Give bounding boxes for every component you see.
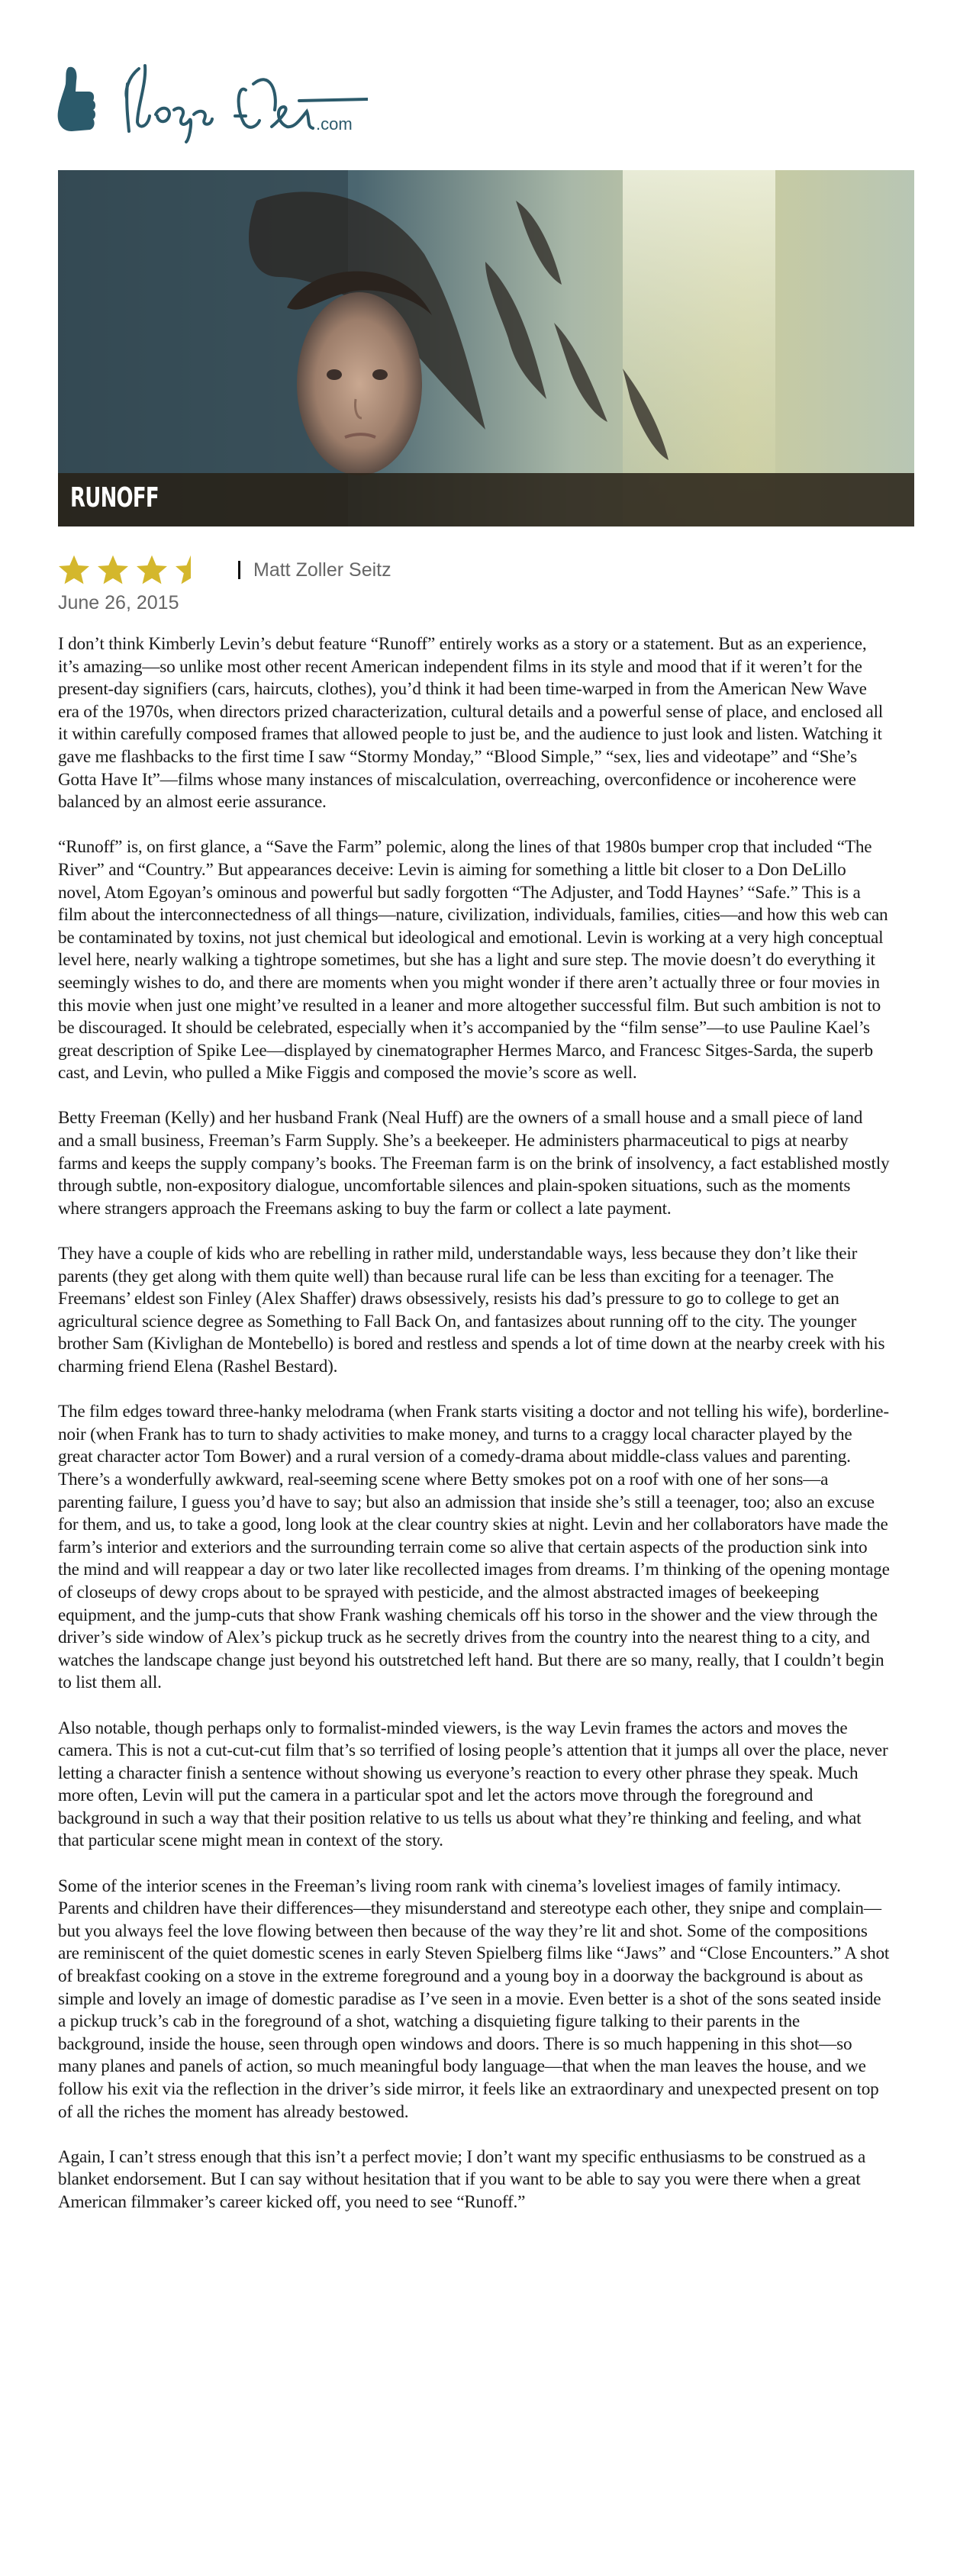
star-rating <box>57 553 208 587</box>
article-paragraph: I don’t think Kimberly Levin’s debut feature “Runoff” entirely works as a story or a statement. But as an experience, it’s amazing—so unlike most other recent American independent films in its style and mood that if it weren’t for the present-day signifiers (cars, haircuts, clothes), you’d think it had been time-warped in from the American New Wave era of the 1970s, when directors prized characterization, cultural details and a powerful sense of place, and enclosed all it within carefully composed frames that allowed people to just be, and the audience to just look and listen. Watching it gave me flashbacks to the first time I saw “Stormy Monday,” “Blood Simple,” “sex, lies and videotape” and “She’s Gotta Have It”—films whose many instances of miscalculation, overreaching, overconfidence or incoherence were balanced by an almost eerie assurance. <box>58 634 884 813</box>
article-paragraph: Some of the interior scenes in the Freeman’s living room rank with cinema’s loveliest images of family intimacy. Parents and children have their differences—they misunderstand and stereotype each other, they snipe and complain—but you always feel the love flowing between then because of the way they’re lit and shot. Some of the compositions are reminiscent of the quiet domestic scenes in early Steven Spielberg films like “Jaws” and “Close Encounters.” A shot of breakfast cooking on a stove in the extreme foreground and a young boy in a doorway the background is about as simple and lovely an image of domestic paradise as I’ve seen in a movie. Even better is a shot of the sons seated inside a pickup truck’s cab in the foreground of a shot, watching a disquieting figure talking to their parents in the background, inside the house, seen through open windows and doors. There is so much happening in this shot—so many planes and panels of action, so much meaningful body language—that when the man leaves the house, and we follow his exit via the reflection in the driver’s side mirror, it feels like an extraordinary and unexpected present on top of all the riches the moment has already bestowed. <box>58 1876 890 2122</box>
hero-title-bar <box>58 473 914 526</box>
article-paragraph: The film edges toward three-hanky melodrama (when Frank starts visiting a doctor and not telling his wife), borderline-noir (when Frank has to turn to shady activities to make money, and turns to a craggy local character played by the great character actor Tom Bower) and a rural version of a comedy-drama about middle-class values and parenting. There’s a wonderfully awkward, real-seeming scene where Betty smokes pot on a roof with one of her sons—a parenting failure, I guess you’d have to say; but also an admission that inside she’s still a teenager, too; also an excuse for them, and us, to take a good, long look at the clear country skies at night. Levin and her collaborators have made the farm’s interior and exteriors and the surrounding terrain come so alive that certain aspects of the production sink into the mind and will reappear a day or two later like recollected images from dreams. I’m thinking of the opening montage of closeups of dewy crops about to be sprayed with pesticide, and the almost abstracted images of beekeeping equipment, and the jump-cuts that show Frank washing chemicals off his torso in the shower and the view through the driver’s side window of Alex’s pickup truck as he secretly drives from the country into the nearest thing to a city, and watches the landscape change just beyond his outstretched left hand. But there are so many, really, that I couldn’t begin to list them all. <box>58 1402 890 1693</box>
movie-title[interactable]: RUNOFF <box>70 482 159 514</box>
author-link[interactable]: Matt Zoller Seitz <box>253 559 391 581</box>
site-logo-link[interactable] <box>55 61 368 145</box>
publish-date: June 26, 2015 <box>58 592 179 613</box>
article-paragraph: Also notable, though perhaps only to formalist-minded viewers, is the way Levin frames the actors and moves the camera. This is not a cut-cut-cut film that’s so terrified of losing people’s attention that it jumps all over the place, never letting a character finish a sentence without showing us everyone’s reaction to every other phrase they speak. Much more often, Levin will put the camera in a particular spot and let the actors move through the foreground and background in such a way that their position relative to us tells us about what they’re thinking and feeling, and what that particular scene might mean in context of the story. <box>58 1718 888 1851</box>
star-full-icon <box>57 553 91 587</box>
hero-image[interactable] <box>58 170 914 526</box>
article-paragraph: They have a couple of kids who are rebelling in rather mild, understandable ways, less because they don’t like their parents (they get along with them quite well) than because rural life can be less than exciting for a teenager. The Freemans’ eldest son Finley (Alex Shaffer) draws obsessively, resists his dad’s pressure to go to college to get an agricultural science degree as Something to Fall Back On, and fantasizes about running off to the city. The younger brother Sam (Kivlighan de Montebello) is bored and restless and spends a lot of time down at the nearby creek with his charming friend Elena (Rashel Bestard). <box>58 1244 885 1377</box>
svg-text:.com: .com <box>316 114 353 134</box>
star-half-icon <box>174 553 208 587</box>
star-full-icon <box>96 553 130 587</box>
article-paragraph: “Runoff” is, on first glance, a “Save the Farm” polemic, along the lines of that 1980s bumper crop that included “The River” and “Country.” But appearances deceive: Levin is aiming for something a little bit closer to a Don DeLillo novel, Atom Egoyan’s ominous and powerful but sadly forgotten “The Adjuster, and Todd Haynes’ “Safe.” This is a film about the interconnectedness of all things—nature, civilization, individuals, families, cities—and how this web can be contaminated by toxins, not just chemical but ideological and emotional. Levin is working at a very high conceptual level here, nearly walking a tightrope sometimes, but she has a light and sure step. The movie doesn’t do everything it seemingly wishes to do, and there are moments when you might wonder if there aren’t actually three or four movies in this movie when just one might’ve resulted in a leaner and more altogether successful film. But such ambition is not to be discouraged. It should be celebrated, especially when it’s accompanied by the “film sense”—to use Pauline Kael’s great description of Spike Lee—displayed by cinematographer Hermes Marco, and Francesc Sitges-Sarda, the superb cast, and Levin, who pulled a Mike Figgis and composed the movie’s score as well. <box>58 837 888 1084</box>
article-paragraph: Again, I can’t stress enough that this isn’t a perfect movie; I don’t want my specific enthusiasms to be construed as a blanket endorsement. But I can say without hesitation that if you want to be able to say you were there when a great American filmmaker’s career kicked off, you need to see “Runoff.” <box>58 2146 866 2212</box>
article-body <box>58 633 890 2236</box>
review-meta <box>57 551 391 589</box>
meta-separator <box>238 561 240 579</box>
thumbs-up-logo-icon <box>55 61 368 145</box>
article-paragraph: Betty Freeman (Kelly) and her husband Frank (Neal Huff) are the owners of a small house and a small piece of land and a small business, Freeman’s Farm Supply. She’s a beekeeper. He administers pharmaceutical to pigs at nearby farms and keeps the supply company’s books. The Freeman farm is on the brink of insolvency, a fact established mostly through subtle, non-expository dialogue, uncomfortable silences and plain-spoken situations, such as the moments where strangers approach the Freemans asking to buy the farm or collect a late payment. <box>58 1108 890 1219</box>
star-full-icon <box>135 553 169 587</box>
